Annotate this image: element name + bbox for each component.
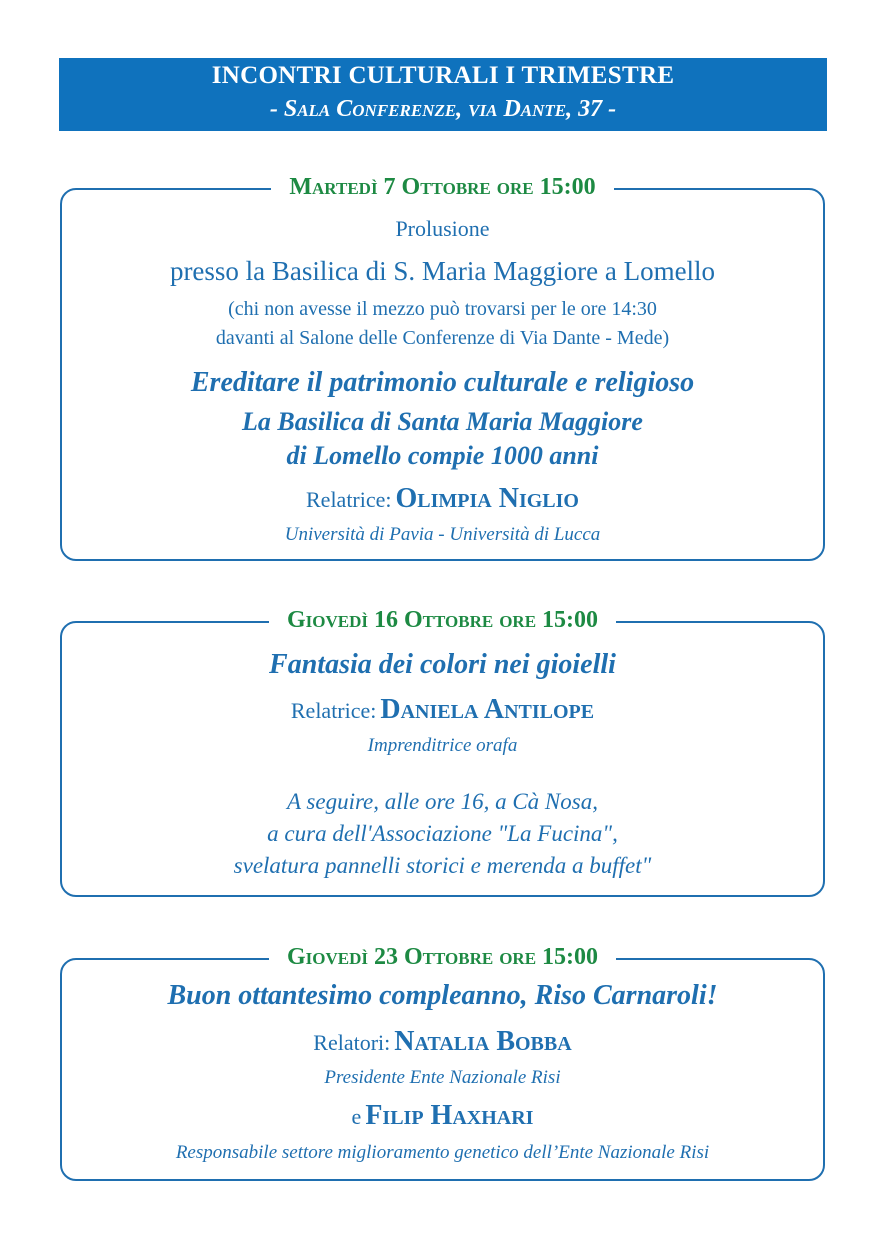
speaker-name: Olimpia Niglio bbox=[395, 483, 579, 514]
follow-up-line: a cura dell'Associazione "La Fucina", bbox=[267, 821, 618, 846]
follow-up-line: A seguire, alle ore 16, a Cà Nosa, bbox=[287, 789, 598, 814]
speaker-name: Natalia Bobba bbox=[394, 1026, 572, 1057]
event-note-line: davanti al Salone delle Conferenze di Via Dante - Mede) bbox=[215, 327, 670, 349]
speaker-role: Relatori: bbox=[313, 1030, 391, 1055]
event-speaker-2 bbox=[62, 1100, 823, 1132]
event-card-1 bbox=[60, 174, 825, 561]
event-title-line: di Lomello compie 1000 anni bbox=[286, 441, 599, 470]
event-venue: presso la Basilica di S. Maria Maggiore a Lomello bbox=[169, 256, 716, 286]
event-title-line: Ereditare il patrimonio culturale e religioso bbox=[190, 367, 695, 398]
event-speaker-1 bbox=[62, 1026, 823, 1058]
event-title: Fantasia dei colori nei gioielli bbox=[269, 649, 616, 680]
speaker-affiliation: Presidente Ente Nazionale Risi bbox=[324, 1067, 561, 1088]
header-banner bbox=[59, 58, 827, 131]
follow-up-line: svelatura pannelli storici e merenda a buffet" bbox=[233, 853, 652, 878]
speaker-role: Relatrice: bbox=[290, 698, 377, 723]
event-note-line: (chi non avesse il mezzo può trovarsi per le ore 14:30 bbox=[228, 298, 657, 320]
event-title-line: La Basilica di Santa Maria Maggiore bbox=[242, 407, 643, 436]
event-title: Buon ottantesimo compleanno, Riso Carnaroli! bbox=[167, 980, 718, 1011]
event-speaker bbox=[62, 694, 823, 726]
page-subtitle: - Sala Conferenze, via Dante, 37 - bbox=[269, 96, 617, 122]
speaker-affiliation: Imprenditrice orafa bbox=[367, 735, 518, 756]
speaker-name: Daniela Antilope bbox=[380, 694, 595, 725]
speaker-role: Relatrice: bbox=[306, 487, 392, 512]
event-date: Giovedì 23 Ottobre ore 15:00 bbox=[62, 944, 823, 971]
page-title: INCONTRI CULTURALI I TRIMESTRE bbox=[211, 62, 675, 89]
speaker-affiliation: Responsabile settore miglioramento genetico dell’Ente Nazionale Risi bbox=[175, 1142, 710, 1163]
event-intro: Prolusione bbox=[395, 216, 490, 241]
speaker-affiliation: Università di Pavia - Università di Lucca bbox=[284, 524, 601, 545]
speaker-name: Filip Haxhari bbox=[365, 1100, 534, 1131]
speaker-conjunction: e bbox=[351, 1104, 362, 1129]
event-speaker bbox=[62, 483, 823, 515]
event-date: Giovedì 16 Ottobre ore 15:00 bbox=[62, 607, 823, 634]
event-date: Martedì 7 Ottobre ore 15:00 bbox=[62, 174, 823, 201]
event-card-2 bbox=[60, 607, 825, 897]
event-card-3 bbox=[60, 944, 825, 1181]
